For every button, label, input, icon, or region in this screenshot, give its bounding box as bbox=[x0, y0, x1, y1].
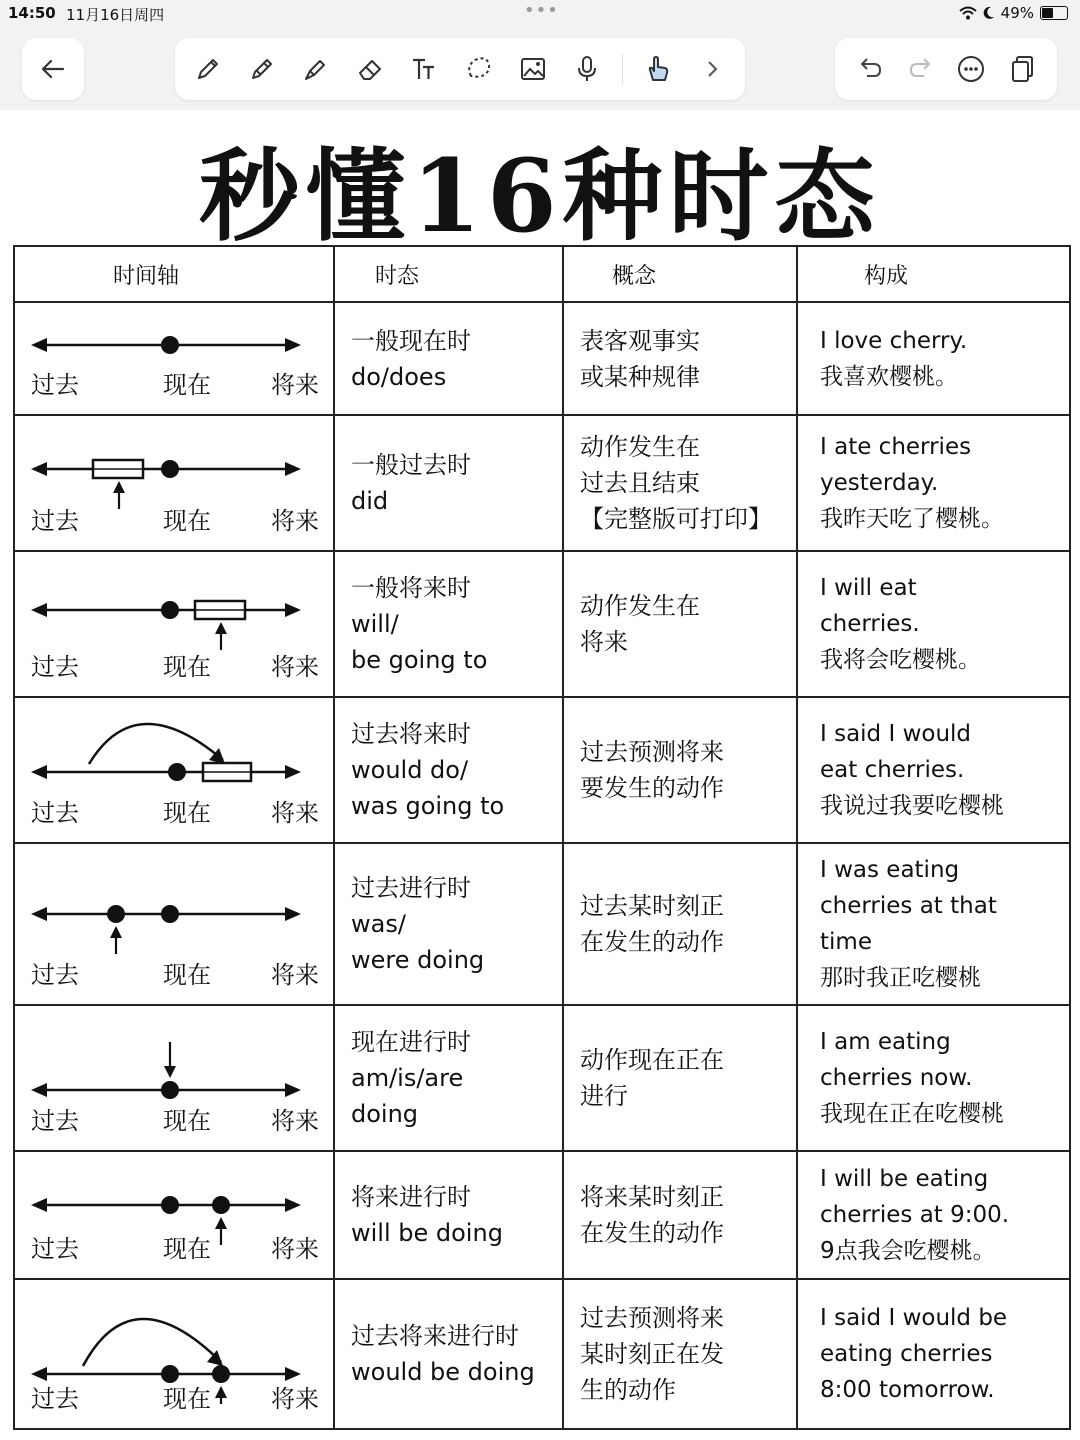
table-row-2 bbox=[14, 415, 1070, 551]
axis-label-future: 将来 bbox=[271, 1235, 319, 1263]
pen-tool-button[interactable] bbox=[189, 50, 227, 88]
concept-text: 将来某时刻正 在发生的动作 bbox=[580, 1183, 724, 1247]
table-header-row bbox=[14, 246, 1070, 302]
arrow-up-icon bbox=[110, 926, 122, 938]
tense-cell bbox=[334, 843, 563, 1005]
timeline-cell bbox=[14, 1005, 334, 1151]
tense-cell bbox=[334, 302, 563, 415]
axis-label-present: 现在 bbox=[163, 1385, 211, 1413]
time-point-dot bbox=[161, 1081, 179, 1099]
tense-text: 现在进行时 am/is/are doing bbox=[351, 1028, 471, 1128]
example-text: I said I would be eating cherries 8:00 tomorrow. bbox=[820, 1305, 1008, 1403]
axis-label-future: 将来 bbox=[271, 371, 319, 399]
toolbar-area bbox=[0, 28, 1080, 110]
example-cell bbox=[797, 415, 1070, 551]
pen-alt-tool-button[interactable] bbox=[243, 50, 281, 88]
header-tense: 时态 bbox=[334, 246, 563, 302]
timeline-cell bbox=[14, 1151, 334, 1279]
text-tool-icon bbox=[409, 54, 439, 84]
microphone-tool-button[interactable] bbox=[568, 50, 606, 88]
axis-label-future: 将来 bbox=[271, 961, 319, 989]
tense-cell bbox=[334, 1279, 563, 1429]
axis-label-future: 将来 bbox=[271, 799, 319, 827]
example-text: I said I would eat cherries. 我说过我要吃樱桃 bbox=[820, 721, 1004, 819]
image-icon bbox=[518, 54, 548, 84]
battery-percent: 49% bbox=[1000, 4, 1034, 22]
axis-label-future: 将来 bbox=[271, 1385, 319, 1413]
axis-labels bbox=[31, 1229, 319, 1264]
header-timeline: 时间轴 bbox=[14, 246, 334, 302]
time-point-dot bbox=[161, 336, 179, 354]
tense-cell bbox=[334, 1005, 563, 1151]
toolbar-divider bbox=[622, 54, 623, 84]
axis-arrow-right-icon bbox=[285, 1198, 301, 1212]
time-point-dot bbox=[212, 1196, 230, 1214]
tense-table bbox=[13, 245, 1071, 1430]
concept-cell bbox=[563, 697, 797, 843]
timeline-cell bbox=[14, 697, 334, 843]
battery-icon bbox=[1040, 6, 1068, 20]
tense-text: 过去将来进行时 would be doing bbox=[351, 1322, 535, 1386]
highlighter-tool-button[interactable] bbox=[297, 50, 335, 88]
tense-text: 过去将来时 would do/ was going to bbox=[351, 720, 505, 820]
example-text: I am eating cherries now. 我现在正在吃樱桃 bbox=[820, 1029, 1004, 1127]
undo-icon bbox=[855, 54, 885, 84]
concept-text: 过去预测将来 某时刻正在发 生的动作 bbox=[580, 1304, 724, 1404]
table-row-5 bbox=[14, 843, 1070, 1005]
multitask-dots-icon[interactable]: ••• bbox=[524, 0, 559, 21]
header-concept: 概念 bbox=[563, 246, 797, 302]
chevron-right-icon bbox=[697, 54, 727, 84]
example-text: I will eat cherries. 我将会吃樱桃。 bbox=[820, 575, 981, 673]
axis-label-past: 过去 bbox=[31, 1235, 79, 1263]
prediction-curve bbox=[83, 1319, 221, 1366]
axis-label-present: 现在 bbox=[163, 1235, 211, 1263]
axis-label-past: 过去 bbox=[31, 799, 79, 827]
axis-label-present: 现在 bbox=[163, 1107, 211, 1135]
concept-cell bbox=[563, 1151, 797, 1279]
time-point-dot bbox=[161, 460, 179, 478]
axis-labels bbox=[31, 501, 319, 536]
timeline-cell bbox=[14, 415, 334, 551]
example-text: I was eating cherries at that time 那时我正吃樱桃 bbox=[820, 857, 997, 991]
timeline-cell bbox=[14, 1279, 334, 1429]
example-text: I ate cherries yesterday. 我昨天吃了樱桃。 bbox=[820, 434, 1004, 532]
status-date: 11月16日周四 bbox=[66, 6, 165, 24]
lasso-icon bbox=[463, 54, 493, 84]
concept-text: 动作发生在 将来 bbox=[580, 592, 700, 656]
axis-label-future: 将来 bbox=[271, 653, 319, 681]
concept-cell bbox=[563, 1279, 797, 1429]
pen-icon bbox=[193, 54, 223, 84]
axis-labels bbox=[31, 793, 319, 828]
status-time: 14:50 bbox=[8, 4, 56, 22]
header-structure: 构成 bbox=[797, 246, 1070, 302]
axis-arrow-left-icon bbox=[31, 765, 47, 779]
table-row-8 bbox=[14, 1279, 1070, 1429]
axis-arrow-right-icon bbox=[285, 338, 301, 352]
axis-labels bbox=[31, 647, 319, 682]
status-right bbox=[959, 4, 1068, 22]
tools-bar bbox=[175, 38, 745, 100]
axis-labels bbox=[31, 365, 319, 400]
table-row-7 bbox=[14, 1151, 1070, 1279]
axis-arrow-left-icon bbox=[31, 1083, 47, 1097]
back-button[interactable] bbox=[22, 38, 84, 100]
concept-text: 动作发生在 过去且结束 【完整版可打印】 bbox=[580, 433, 772, 533]
pages-icon bbox=[1007, 54, 1037, 84]
eraser-icon bbox=[355, 54, 385, 84]
axis-arrow-right-icon bbox=[285, 765, 301, 779]
wifi-icon bbox=[959, 6, 977, 20]
concept-cell bbox=[563, 415, 797, 551]
axis-label-present: 现在 bbox=[163, 799, 211, 827]
axis-arrow-right-icon bbox=[285, 603, 301, 617]
axis-labels bbox=[31, 1101, 319, 1136]
arrow-left-icon bbox=[39, 55, 67, 83]
tense-cell bbox=[334, 551, 563, 697]
concept-cell bbox=[563, 843, 797, 1005]
axis-label-present: 现在 bbox=[163, 371, 211, 399]
microphone-icon bbox=[572, 54, 602, 84]
timeline-cell bbox=[14, 302, 334, 415]
example-cell bbox=[797, 1279, 1070, 1429]
axis-label-present: 现在 bbox=[163, 507, 211, 535]
axis-arrow-right-icon bbox=[285, 462, 301, 476]
axis-arrow-right-icon bbox=[285, 907, 301, 921]
concept-text: 过去某时刻正 在发生的动作 bbox=[580, 892, 724, 956]
tense-cell bbox=[334, 697, 563, 843]
axis-label-past: 过去 bbox=[31, 653, 79, 681]
table-row-1 bbox=[14, 302, 1070, 415]
image-tool-button[interactable] bbox=[514, 50, 552, 88]
axis-arrow-left-icon bbox=[31, 1198, 47, 1212]
text-tool-button[interactable] bbox=[405, 50, 443, 88]
concept-cell bbox=[563, 302, 797, 415]
redo-icon bbox=[906, 54, 936, 84]
timeline-cell bbox=[14, 551, 334, 697]
arrow-down-icon bbox=[164, 1066, 176, 1078]
tense-cell bbox=[334, 1151, 563, 1279]
time-point-dot bbox=[161, 1196, 179, 1214]
pages-button[interactable] bbox=[1003, 50, 1041, 88]
axis-arrow-right-icon bbox=[285, 1083, 301, 1097]
concept-cell bbox=[563, 1005, 797, 1151]
time-point-dot bbox=[168, 763, 186, 781]
moon-icon bbox=[983, 6, 995, 20]
axis-labels bbox=[31, 1379, 319, 1414]
example-cell bbox=[797, 843, 1070, 1005]
axis-arrow-left-icon bbox=[31, 603, 47, 617]
table-row-3 bbox=[14, 551, 1070, 697]
axis-label-past: 过去 bbox=[31, 961, 79, 989]
axis-arrow-left-icon bbox=[31, 338, 47, 352]
undo-button[interactable] bbox=[851, 50, 889, 88]
tense-cell bbox=[334, 415, 563, 551]
highlighter-icon bbox=[301, 54, 331, 84]
table-row-4 bbox=[14, 697, 1070, 843]
time-point-dot bbox=[107, 905, 125, 923]
concept-text: 动作现在正在 进行 bbox=[580, 1046, 724, 1110]
tense-text: 一般过去时 did bbox=[351, 451, 471, 515]
example-cell bbox=[797, 302, 1070, 415]
time-point-dot bbox=[161, 601, 179, 619]
axis-label-present: 现在 bbox=[163, 961, 211, 989]
axis-label-past: 过去 bbox=[31, 371, 79, 399]
more-icon bbox=[956, 54, 986, 84]
lasso-tool-button[interactable] bbox=[459, 50, 497, 88]
concept-text: 过去预测将来 要发生的动作 bbox=[580, 738, 724, 802]
prediction-curve bbox=[89, 724, 223, 764]
hand-pointer-icon bbox=[643, 54, 673, 84]
time-point-dot bbox=[161, 905, 179, 923]
axis-label-present: 现在 bbox=[163, 653, 211, 681]
example-cell bbox=[797, 697, 1070, 843]
arrow-up-icon bbox=[215, 1217, 227, 1229]
example-cell bbox=[797, 1005, 1070, 1151]
timeline-cell bbox=[14, 843, 334, 1005]
example-cell bbox=[797, 551, 1070, 697]
axis-arrow-left-icon bbox=[31, 907, 47, 921]
pen-alt-icon bbox=[247, 54, 277, 84]
example-cell bbox=[797, 1151, 1070, 1279]
arrow-up-icon bbox=[215, 622, 227, 634]
more-tools-button[interactable] bbox=[693, 50, 731, 88]
concept-cell bbox=[563, 551, 797, 697]
concept-text: 表客观事实 或某种规律 bbox=[580, 326, 700, 391]
table-row-6 bbox=[14, 1005, 1070, 1151]
example-text: I will be eating cherries at 9:00. 9点我会吃樱桃。 bbox=[820, 1166, 1010, 1264]
actions-bar bbox=[835, 38, 1057, 100]
axis-arrow-left-icon bbox=[31, 462, 47, 476]
more-button[interactable] bbox=[952, 50, 990, 88]
status-bar bbox=[0, 0, 1080, 28]
page-title: 秒懂16种时态 bbox=[199, 137, 881, 255]
redo-button[interactable] bbox=[902, 50, 940, 88]
example-text: I love cherry. 我喜欢樱桃。 bbox=[820, 327, 968, 390]
axis-label-past: 过去 bbox=[31, 507, 79, 535]
axis-label-future: 将来 bbox=[271, 1107, 319, 1135]
axis-label-past: 过去 bbox=[31, 1107, 79, 1135]
eraser-tool-button[interactable] bbox=[351, 50, 389, 88]
tense-text: 过去进行时 was/ were doing bbox=[351, 874, 485, 974]
tense-text: 一般将来时 will/ be going to bbox=[351, 574, 488, 674]
hand-pointer-tool-button[interactable] bbox=[639, 50, 677, 88]
arrow-up-icon bbox=[113, 481, 125, 493]
tense-text: 将来进行时 will be doing bbox=[351, 1183, 503, 1247]
axis-label-future: 将来 bbox=[271, 507, 319, 535]
tense-text: 一般现在时 do/does bbox=[351, 326, 471, 391]
axis-labels bbox=[31, 955, 319, 990]
axis-label-past: 过去 bbox=[31, 1385, 79, 1413]
